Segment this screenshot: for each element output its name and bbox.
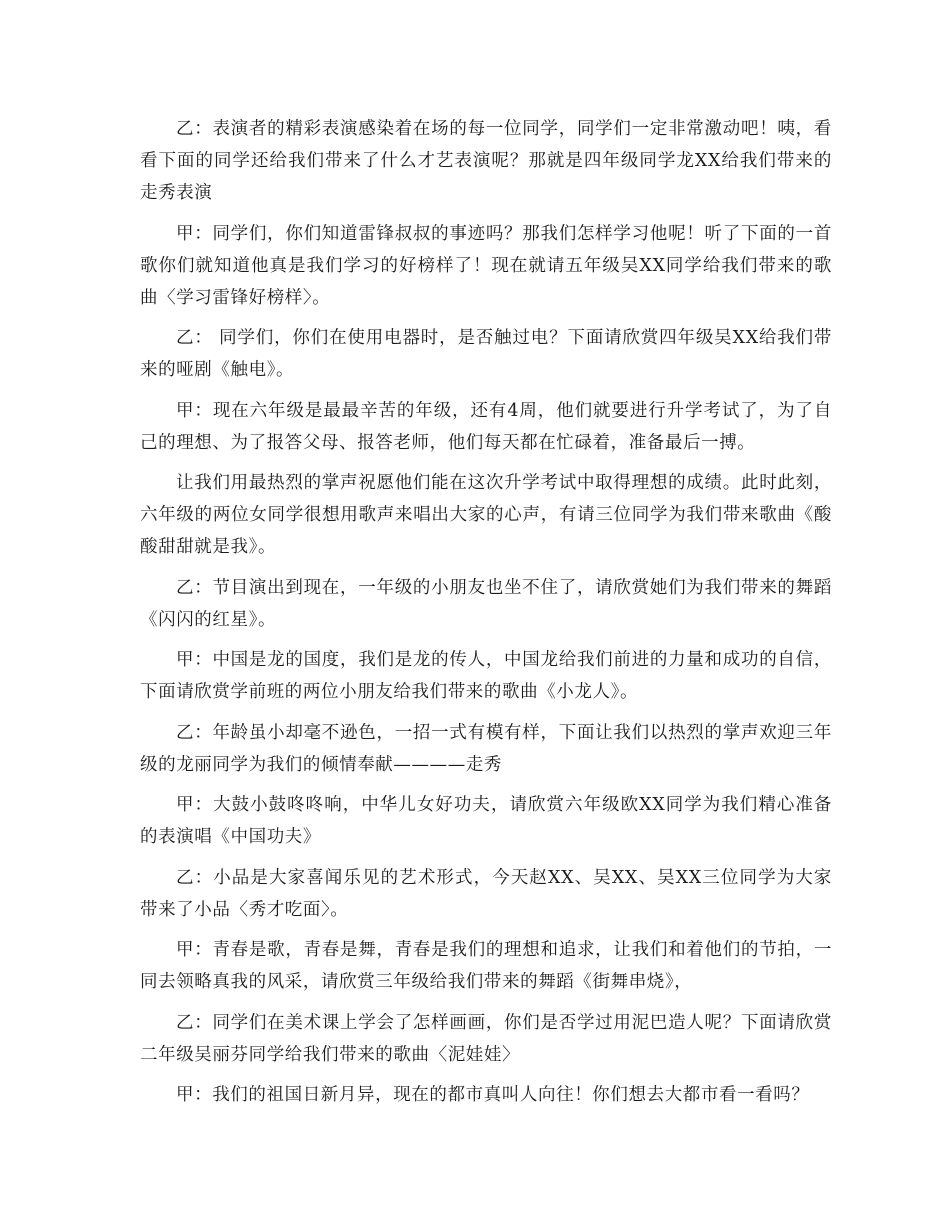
paragraph: 甲：中国是龙的国度，我们是龙的传人，中国龙给我们前进的力量和成功的自信，下面请欣赏学前班的两位小朋友给我们带来的歌曲《小龙人》。 — [140, 650, 832, 702]
paragraph: 乙：年龄虽小却毫不逊色，一招一式有模有样，下面让我们以热烈的掌声欢迎三年级的龙丽同学为我们的倾情奉献————走秀 — [140, 722, 832, 775]
paragraph: 乙：表演者的精彩表演感染着在场的每一位同学，同学们一定非常激动吧！咦，看看下面的同学还给我们带来了什么才艺表演呢？那就是四年级同学龙XX给我们带来的走秀表演 — [140, 119, 832, 203]
paragraph: 甲：我们的祖国日新月异，现在的都市真叫人向往！你们想去大都市看一看吗？ — [176, 1085, 810, 1105]
paragraph: 甲：同学们，你们知道雷锋叔叔的事迹吗？那我们怎样学习他呢！听了下面的一首歌你们就知道他真是我们学习的好榜样了！现在就请五年级吴XX同学给我们带来的歌曲〈学习雷锋好榜样〉。 — [140, 223, 832, 308]
paragraph: 甲：现在六年级是最最辛苦的年级，还有4周，他们就要进行升学考试了，为了自己的理想、为了报答父母、报答老师，他们每天都在忙碌着，准备最后一搏。 — [140, 400, 832, 453]
paragraph: 甲：大鼓小鼓咚咚响，中华儿女好功夫，请欣赏六年级欧XX同学为我们精心准备的表演唱《中国功夫》 — [140, 795, 832, 847]
paragraph: 乙：小品是大家喜闻乐见的艺术形式，今天赵XX、吴XX、吴XX三位同学为大家带来了小品〈秀才吃面〉。 — [140, 867, 832, 920]
paragraph: 乙： 同学们，你们在使用电器时，是否触过电？下面请欣赏四年级吴XX给我们带来的哑剧《触电》。 — [140, 328, 832, 380]
paragraph: 甲：青春是歌，青春是舞，青春是我们的理想和追求，让我们和着他们的节拍，一同去领略真我的风采，请欣赏三年级给我们带来的舞蹈《街舞串烧》， — [140, 940, 832, 992]
paragraph: 乙：节目演出到现在，一年级的小朋友也坐不住了，请欣赏她们为我们带来的舞蹈《闪闪的红星》。 — [140, 577, 832, 630]
paragraph: 让我们用最热烈的掌声祝愿他们能在这次升学考试中取得理想的成绩。此时此刻，六年级的两位女同学很想用歌声来唱出大家的心声，有请三位同学为我们带来歌曲《酸酸甜甜就是我》。 — [140, 473, 832, 557]
paragraph: 乙：同学们在美术课上学会了怎样画画，你们是否学过用泥巴造人呢？下面请欣赏二年级吴丽芬同学给我们带来的歌曲〈泥娃娃〉 — [140, 1012, 832, 1065]
